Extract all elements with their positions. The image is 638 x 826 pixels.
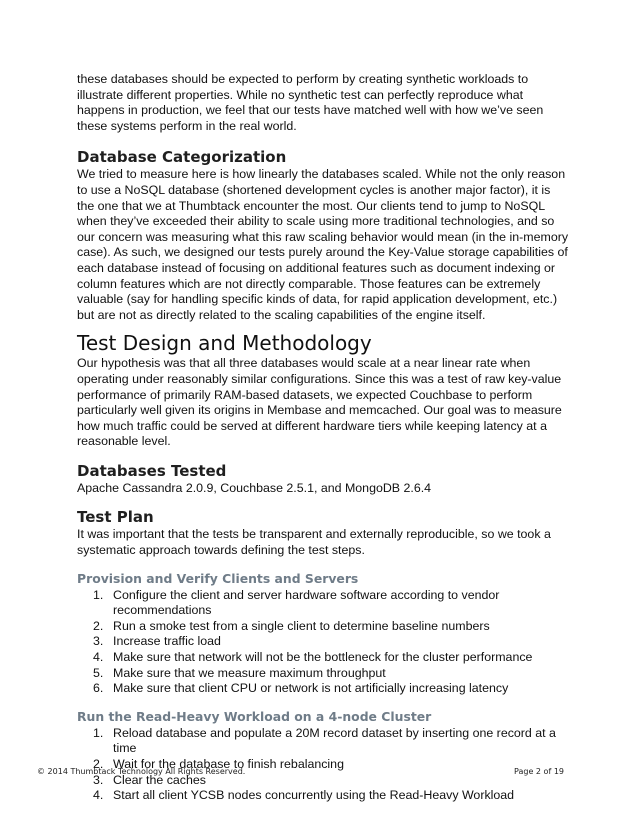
list-item bbox=[77, 619, 569, 635]
intro-paragraph: these databases should be expected to perform by creating synthetic workloads to illustrate different properties. While no synthetic test can perfectly reproduce what happens in production, we feel that our tests have matched well with how we’ve seen these systems perform in the real world. bbox=[77, 72, 544, 133]
list-item-number: 2. bbox=[93, 757, 104, 771]
read-heavy-steps-list bbox=[77, 726, 569, 804]
list-item-text: Wait for the database to finish rebalancing bbox=[113, 757, 344, 771]
section-heading-database-categorization: Database Categorization bbox=[77, 148, 287, 167]
section-heading-test-plan: Test Plan bbox=[77, 508, 154, 527]
list-item bbox=[77, 726, 569, 757]
list-item bbox=[77, 634, 569, 650]
page-footer bbox=[37, 766, 564, 777]
list-item-text: Run a smoke test from a single client to determine baseline numbers bbox=[113, 618, 490, 633]
list-item-number: 2. bbox=[93, 618, 104, 633]
subheading-provision-verify: Provision and Verify Clients and Servers bbox=[77, 570, 359, 586]
list-item-number: 6. bbox=[93, 681, 104, 696]
section-heading-databases-tested: Databases Tested bbox=[77, 461, 227, 480]
footer-page-number: Page 2 of 19 bbox=[514, 767, 564, 776]
list-item-number: 1. bbox=[93, 725, 104, 740]
methodology-paragraph: Our hypothesis was that all three databases would scale at a near linear rate when operating under reasonably similar configurations. Since this was a test of raw key-value performance of primarily RAM-based datasets, we expected Couchbase to perform particularly well given its origins in Membase and memcached. Our goal was to measure how much traffic could be served at different hardware tiers while keeping latency at a reasonable level. bbox=[77, 356, 562, 449]
list-item-text: Reload database and populate a 20M record dataset by inserting one record at a time bbox=[113, 725, 556, 756]
list-item-number: 5. bbox=[93, 665, 104, 680]
subheading-read-heavy-workload: Run the Read-Heavy Workload on a 4-node Cluster bbox=[77, 708, 432, 724]
list-item bbox=[77, 666, 569, 682]
test-plan-paragraph: It was important that the tests be transparent and externally reproducible, so we took a systematic approach towards defining the test steps. bbox=[77, 527, 551, 558]
list-item bbox=[77, 650, 569, 666]
list-item-text: Make sure that we measure maximum throughput bbox=[113, 665, 386, 680]
list-item bbox=[77, 681, 569, 697]
list-item bbox=[77, 588, 569, 619]
databases-paragraph: Apache Cassandra 2.0.9, Couchbase 2.5.1, and MongoDB 2.6.4 bbox=[77, 480, 432, 495]
list-item-number: 1. bbox=[93, 587, 104, 602]
provision-steps-list bbox=[77, 588, 569, 697]
list-item-text: Make sure that client CPU or network is not artificially increasing latency bbox=[113, 681, 509, 696]
list-item-text: Increase traffic load bbox=[113, 634, 221, 649]
footer-copyright: © 2014 Thumbtack Technology All Rights Reserved. bbox=[37, 767, 246, 776]
list-item-number: 3. bbox=[93, 634, 104, 649]
list-item-number: 4. bbox=[93, 788, 104, 803]
list-item-text: Start all client YCSB nodes concurrently using the Read-Heavy Workload bbox=[113, 788, 515, 803]
list-item-text: Make sure that network will not be the bottleneck for the cluster performance bbox=[113, 650, 533, 665]
list-item-number: 4. bbox=[93, 650, 104, 665]
list-item bbox=[77, 788, 569, 804]
categorization-paragraph: We tried to measure here is how linearly the databases scaled. While not the only reason to use a NoSQL database (shortened development cycles is another major factor), it is the one that we at Thumbtack encounter the most. Our clients tend to jump to NoSQL when they’ve exceeded their ability to scale using more traditional technologies, and so our concern was measuring what this raw scaling behavior would mean (in the in-memory case). As such, we designed our tests purely around the Key-Value storage capabilities of each database instead of focusing on additional features such as document indexing or column features which are not directly comparable. Those features can be extremely valuable (say for handling specific kinds of data, for rapid application development, etc.) but are not as directly related to the scaling capabilities of the engine itself. bbox=[77, 167, 569, 322]
section-heading-test-design: Test Design and Methodology bbox=[77, 331, 372, 356]
list-item-text: Clear the caches bbox=[113, 772, 206, 787]
list-item-text: Configure the client and server hardware software according to vendor recommendations bbox=[113, 587, 500, 618]
list-item-number: 3. bbox=[93, 772, 104, 787]
document-page bbox=[77, 72, 569, 804]
